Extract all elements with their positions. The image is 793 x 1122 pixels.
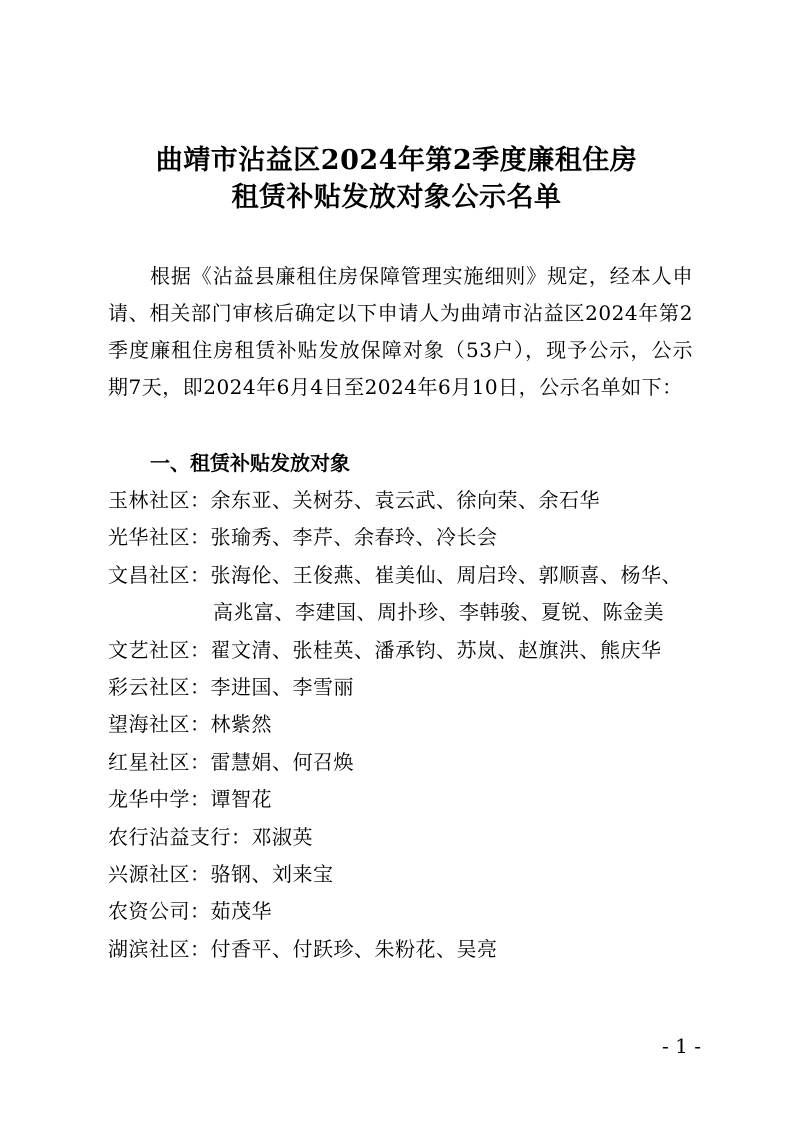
unit-name: 湖滨社区： [108,936,211,961]
list-item [108,744,708,781]
title-line-1: 曲靖市沾益区2024年第2季度廉租住房 [155,145,638,176]
intro-paragraph-container [108,258,693,406]
unit-name: 文昌社区： [108,562,211,587]
list-item [108,632,708,669]
recipient-names: 林紫然 [210,712,272,737]
recipient-names: 茹茂华 [210,899,272,924]
list-item-continuation [108,594,708,631]
unit-name: 玉林社区： [108,488,211,512]
recipient-names: 张瑜秀、李芹、余春玲、冷长会 [210,525,498,550]
list-item [108,819,708,856]
section-heading: 一、租赁补贴发放对象 [150,451,350,475]
recipient-names: 骆钢、刘来宝 [210,862,334,887]
list-item [108,557,708,594]
list-item [108,669,708,706]
unit-name: 兴源社区： [108,862,211,887]
list-item [108,482,708,519]
list-item [108,706,708,743]
unit-name: 农资公司： [108,899,211,924]
unit-name: 文艺社区： [108,637,211,662]
unit-name: 农行沾益支行： [108,824,252,849]
unit-name: 彩云社区： [108,675,211,700]
recipient-names: 张海伦、王俊燕、崔美仙、周启玲、郭顺喜、杨华、 [210,562,682,587]
list-item [108,856,708,893]
recipient-names: 李进国、李雪丽 [210,675,354,700]
unit-name: 光华社区： [108,525,211,550]
intro-paragraph: 根据《沾益县廉租住房保障管理实施细则》规定，经本人申请、相关部门审核后确定以下申请人为曲靖市沾益区2024年第2季度廉租住房租赁补贴发放保障对象（53户），现予公示，公示期7天，即2024年6月4日至2024年6月10日，公示名单如下： [108,264,693,399]
unit-name: 望海社区： [108,712,211,737]
list-item [108,519,708,556]
recipient-names: 余东亚、关树芬、袁云武、徐向荣、余石华 [210,488,600,512]
title-line-2: 租赁补贴发放对象公示名单 [231,182,562,213]
recipient-list [108,482,708,968]
list-item [108,781,708,818]
recipient-names: 高兆富、李建国、周扑珍、李韩骏、夏锐、陈金美 [213,600,664,625]
unit-name: 红星社区： [108,749,211,774]
recipient-names: 谭智花 [210,787,272,812]
list-item [108,893,708,930]
unit-name: 龙华中学： [108,787,211,812]
recipient-names: 付香平、付跃珍、朱粉花、吴亮 [210,936,498,961]
recipient-names: 翟文清、张桂英、潘承钧、苏岚、赵旗洪、熊庆华 [210,637,662,662]
recipient-names: 邓淑英 [251,824,313,849]
page-number: - 1 - [662,1034,701,1058]
list-item [108,931,708,968]
recipient-names: 雷慧娟、何召焕 [210,749,354,774]
